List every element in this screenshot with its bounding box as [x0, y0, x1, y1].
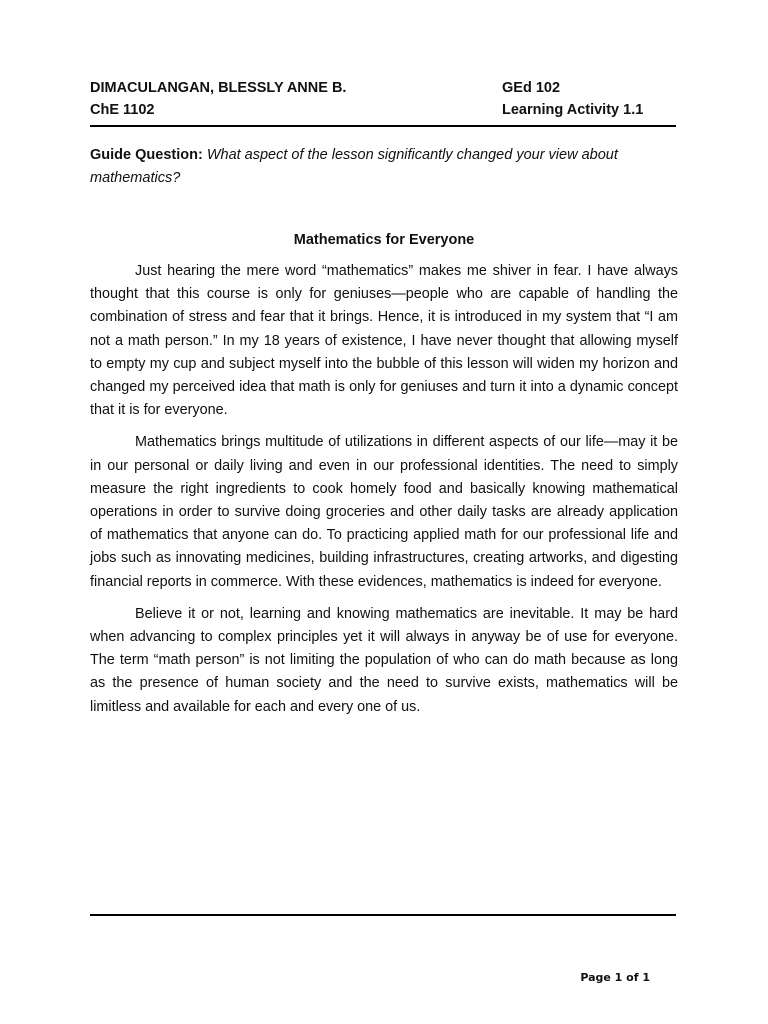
- guide-question-text: What aspect of the lesson significantly changed your view about mathematics?: [90, 147, 618, 186]
- footer-divider: [90, 914, 676, 916]
- activity-label: Learning Activity 1.1: [502, 102, 644, 118]
- header-divider: [90, 125, 676, 127]
- guide-question: [90, 144, 678, 190]
- student-name: DIMACULANGAN, BLESSLY ANNE B.: [90, 80, 347, 96]
- essay-paragraph: Believe it or not, learning and knowing mathematics are inevitable. It may be hard when advancing to complex principles yet it will always in anyway be of use for everyone. The term “math person” is not limiting the population of who can do math because as long as the presence of human society and the need to survive exists, mathematics will be limitless and available for each and every one of us.: [90, 605, 678, 715]
- section-code: ChE 1102: [90, 102, 155, 118]
- essay-paragraph: Just hearing the mere word “mathematics” makes me shiver in fear. I have always thought that this course is only for geniuses—people who are capable of handling the combination of stress and fear that it brings. Hence, it is introduced in my system that “I am not a math person.” In my 18 years of existence, I have never thought that allowing myself to empty my cup and subject myself into the bubble of this lesson will widen my horizon and changed my perceived idea that math is only for geniuses and turn it into a dynamic concept that it is for everyone.: [90, 263, 678, 419]
- page-number: Page 1 of 1: [580, 971, 650, 984]
- guide-question-label: Guide Question:: [90, 147, 203, 163]
- essay-body: [90, 260, 678, 728]
- essay-paragraph: Mathematics brings multitude of utilizations in different aspects of our life—may it be in our personal or daily living and even in our professional identities. The need to simply measure the right ingredients to cook homely food and basically knowing mathematical operations in order to survive doing groceries and other daily tasks are already application of mathematics that anyone can do. To practicing applied math for our professional life and jobs such as innovating medicines, building infrastructures, creating artworks, and digesting financial reports in commerce. With these evidences, mathematics is indeed for everyone.: [90, 434, 678, 590]
- course-code: GEd 102: [502, 80, 561, 96]
- essay-title: Mathematics for Everyone: [293, 232, 475, 248]
